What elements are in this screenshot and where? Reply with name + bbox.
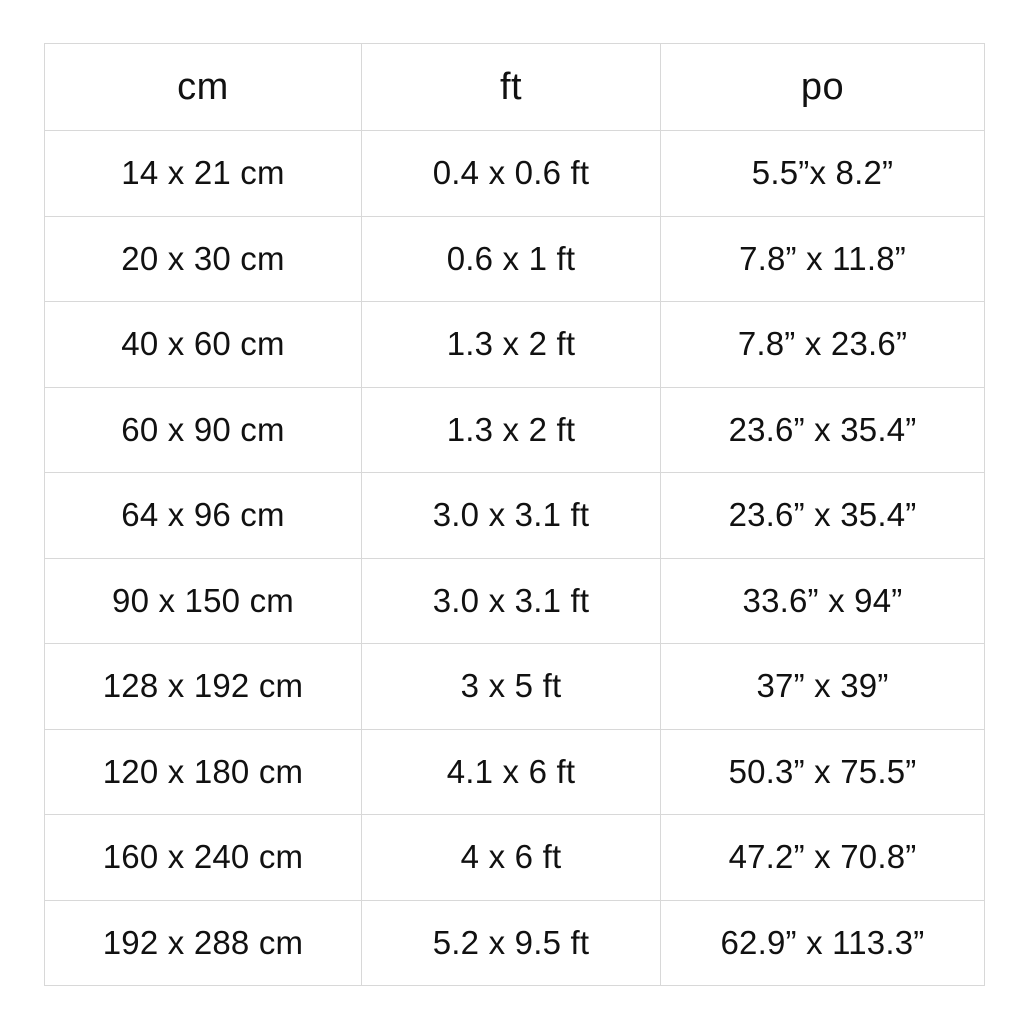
cell-cm: 14 x 21 cm xyxy=(45,131,362,217)
table-row xyxy=(45,473,985,559)
table-body xyxy=(45,131,985,986)
table-row xyxy=(45,302,985,388)
cell-po: 50.3” x 75.5” xyxy=(661,729,985,815)
cell-ft: 5.2 x 9.5 ft xyxy=(362,900,661,986)
cell-cm: 20 x 30 cm xyxy=(45,216,362,302)
cell-po: 47.2” x 70.8” xyxy=(661,815,985,901)
cell-cm: 128 x 192 cm xyxy=(45,644,362,730)
table-header-row xyxy=(45,44,985,131)
cell-cm: 90 x 150 cm xyxy=(45,558,362,644)
cell-ft: 4.1 x 6 ft xyxy=(362,729,661,815)
cell-ft: 1.3 x 2 ft xyxy=(362,302,661,388)
cell-po: 7.8” x 23.6” xyxy=(661,302,985,388)
cell-cm: 60 x 90 cm xyxy=(45,387,362,473)
table-row xyxy=(45,131,985,217)
column-header-ft: ft xyxy=(362,44,661,131)
table-row xyxy=(45,387,985,473)
table-row xyxy=(45,216,985,302)
cell-ft: 4 x 6 ft xyxy=(362,815,661,901)
cell-po: 23.6” x 35.4” xyxy=(661,473,985,559)
cell-ft: 0.4 x 0.6 ft xyxy=(362,131,661,217)
table-row xyxy=(45,558,985,644)
cell-po: 62.9” x 113.3” xyxy=(661,900,985,986)
table-row xyxy=(45,815,985,901)
column-header-po: po xyxy=(661,44,985,131)
cell-cm: 40 x 60 cm xyxy=(45,302,362,388)
cell-cm: 160 x 240 cm xyxy=(45,815,362,901)
size-conversion-table-container xyxy=(44,43,984,975)
table-header xyxy=(45,44,985,131)
cell-ft: 3 x 5 ft xyxy=(362,644,661,730)
table-row xyxy=(45,644,985,730)
cell-po: 23.6” x 35.4” xyxy=(661,387,985,473)
cell-ft: 3.0 x 3.1 ft xyxy=(362,558,661,644)
cell-cm: 64 x 96 cm xyxy=(45,473,362,559)
cell-ft: 1.3 x 2 ft xyxy=(362,387,661,473)
table-row xyxy=(45,729,985,815)
cell-po: 7.8” x 11.8” xyxy=(661,216,985,302)
cell-cm: 192 x 288 cm xyxy=(45,900,362,986)
cell-cm: 120 x 180 cm xyxy=(45,729,362,815)
size-conversion-table xyxy=(44,43,985,986)
table-row xyxy=(45,900,985,986)
cell-po: 37” x 39” xyxy=(661,644,985,730)
cell-po: 5.5”x 8.2” xyxy=(661,131,985,217)
cell-ft: 3.0 x 3.1 ft xyxy=(362,473,661,559)
cell-ft: 0.6 x 1 ft xyxy=(362,216,661,302)
cell-po: 33.6” x 94” xyxy=(661,558,985,644)
column-header-cm: cm xyxy=(45,44,362,131)
